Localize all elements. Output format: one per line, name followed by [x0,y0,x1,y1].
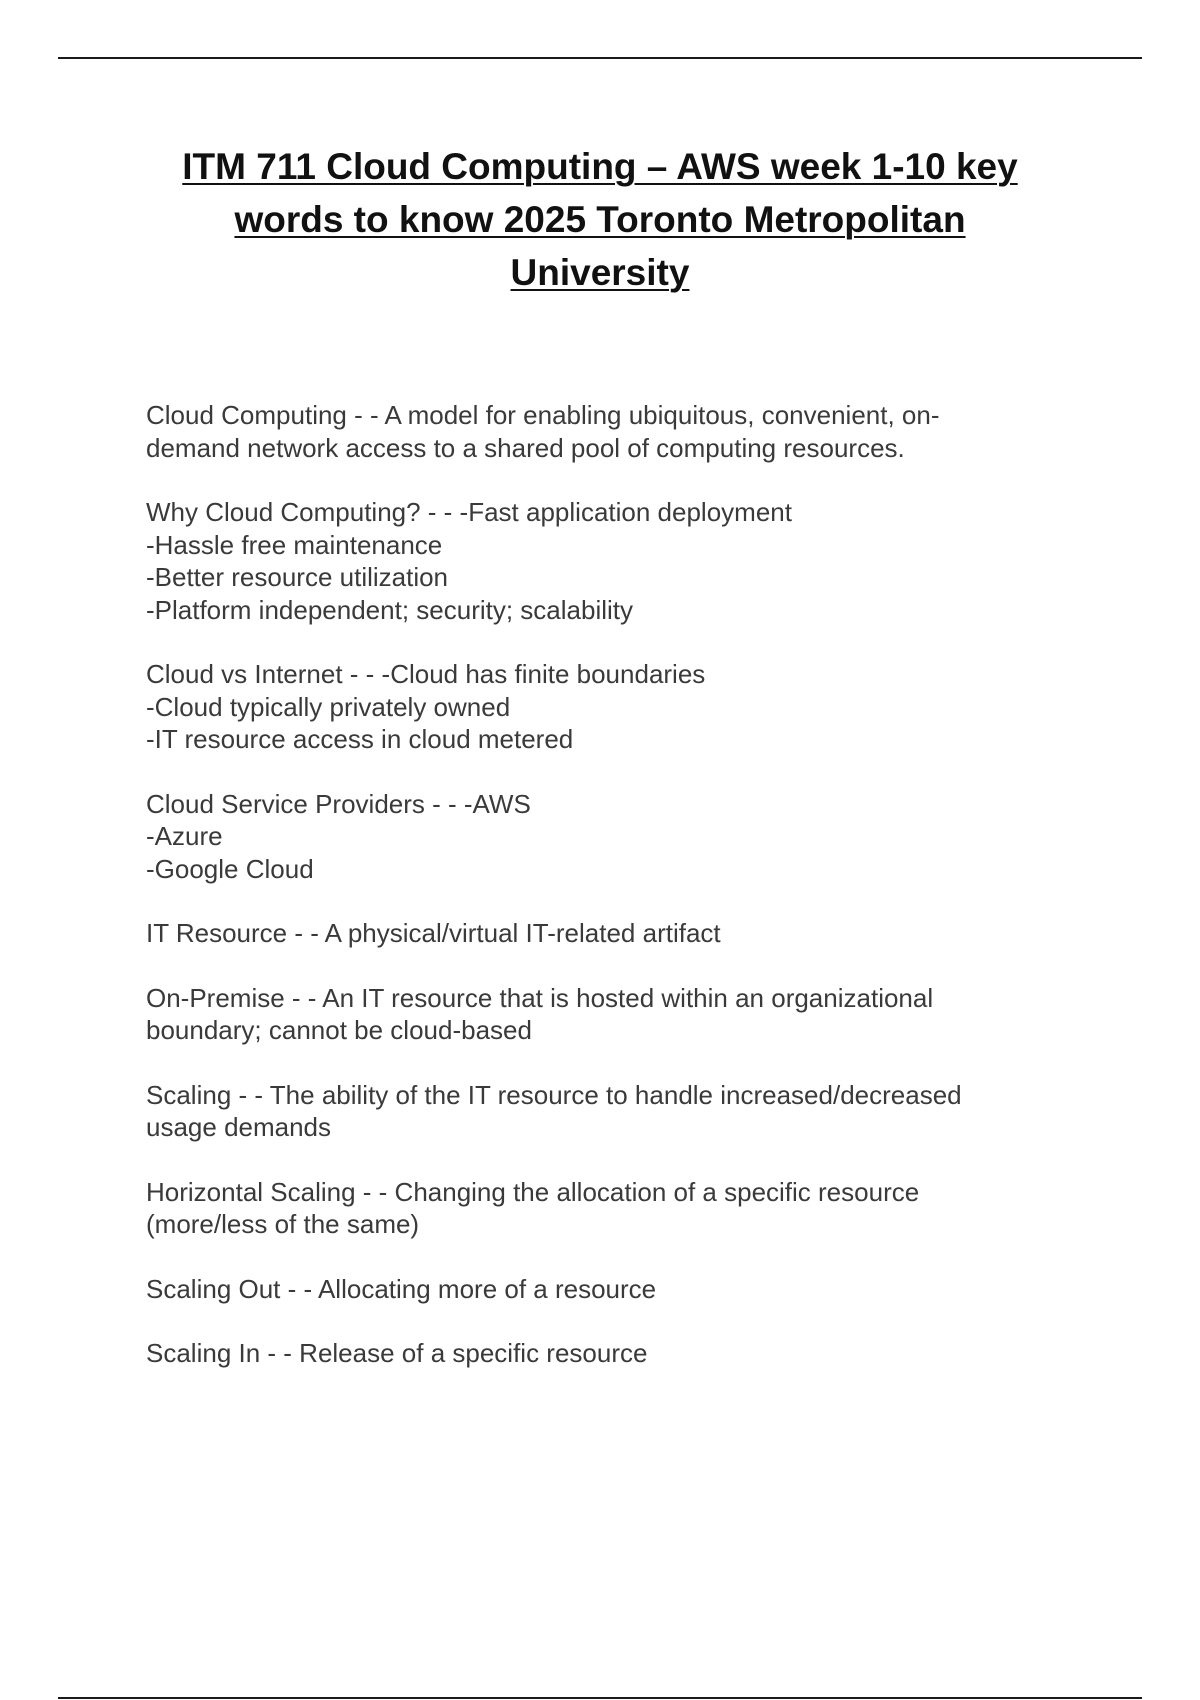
entry-line: Scaling - - The ability of the IT resource to handle increased/decreased [146,1079,962,1110]
entry-line: boundary; cannot be cloud-based [146,1015,532,1045]
entry-line: Cloud Service Providers - - -AWS [146,788,531,819]
document-title [100,140,1100,299]
entry-line: Scaling Out - - Allocating more of a resource [146,1273,657,1304]
glossary-list [146,399,1066,1402]
glossary-entry-why-cloud-computing [146,496,1066,626]
glossary-entry-scaling [146,1079,1066,1144]
entry-line: demand network access to a shared pool of computing resources. [146,432,905,463]
entry-line: -Azure [146,821,223,851]
glossary-entry-on-premise [146,982,1066,1047]
glossary-entry-it-resource [146,917,1066,950]
title-line: words to know 2025 Toronto Metropolitan [234,199,966,240]
entry-line: Cloud Computing - - A model for enabling ubiquitous, convenient, on- [146,400,940,430]
glossary-entry-horizontal-scaling [146,1176,1066,1241]
bottom-divider [58,1697,1142,1699]
glossary-entry-cloud-computing [146,399,1066,464]
entry-line: -Hassle free maintenance [146,529,443,560]
entry-line: -Platform independent; security; scalability [146,594,634,625]
entry-line: Horizontal Scaling - - Changing the allocation of a specific resource [146,1176,920,1207]
glossary-entry-cloud-service-providers [146,788,1066,886]
glossary-entry-scaling-out [146,1273,1066,1306]
entry-line: IT Resource - - A physical/virtual IT-related artifact [146,918,721,948]
title-line: ITM 711 Cloud Computing – AWS week 1-10 key [182,146,1018,187]
entry-line: usage demands [146,1112,332,1142]
entry-line: -Cloud typically privately owned [146,691,511,722]
glossary-entry-scaling-in [146,1337,1066,1370]
entry-line: -IT resource access in cloud metered [146,724,574,754]
entry-line: -Google Cloud [146,853,314,884]
entry-line: Scaling In - - Release of a specific resource [146,1338,648,1368]
entry-line: On-Premise - - An IT resource that is hosted within an organizational [146,982,934,1013]
glossary-entry-cloud-vs-internet [146,658,1066,756]
entry-line: Why Cloud Computing? - - -Fast application deployment [146,497,792,527]
top-divider [58,57,1142,59]
entry-line: Cloud vs Internet - - -Cloud has finite boundaries [146,659,706,689]
entry-line: -Better resource utilization [146,562,449,592]
title-line: University [510,252,690,293]
entry-line: (more/less of the same) [146,1209,420,1239]
